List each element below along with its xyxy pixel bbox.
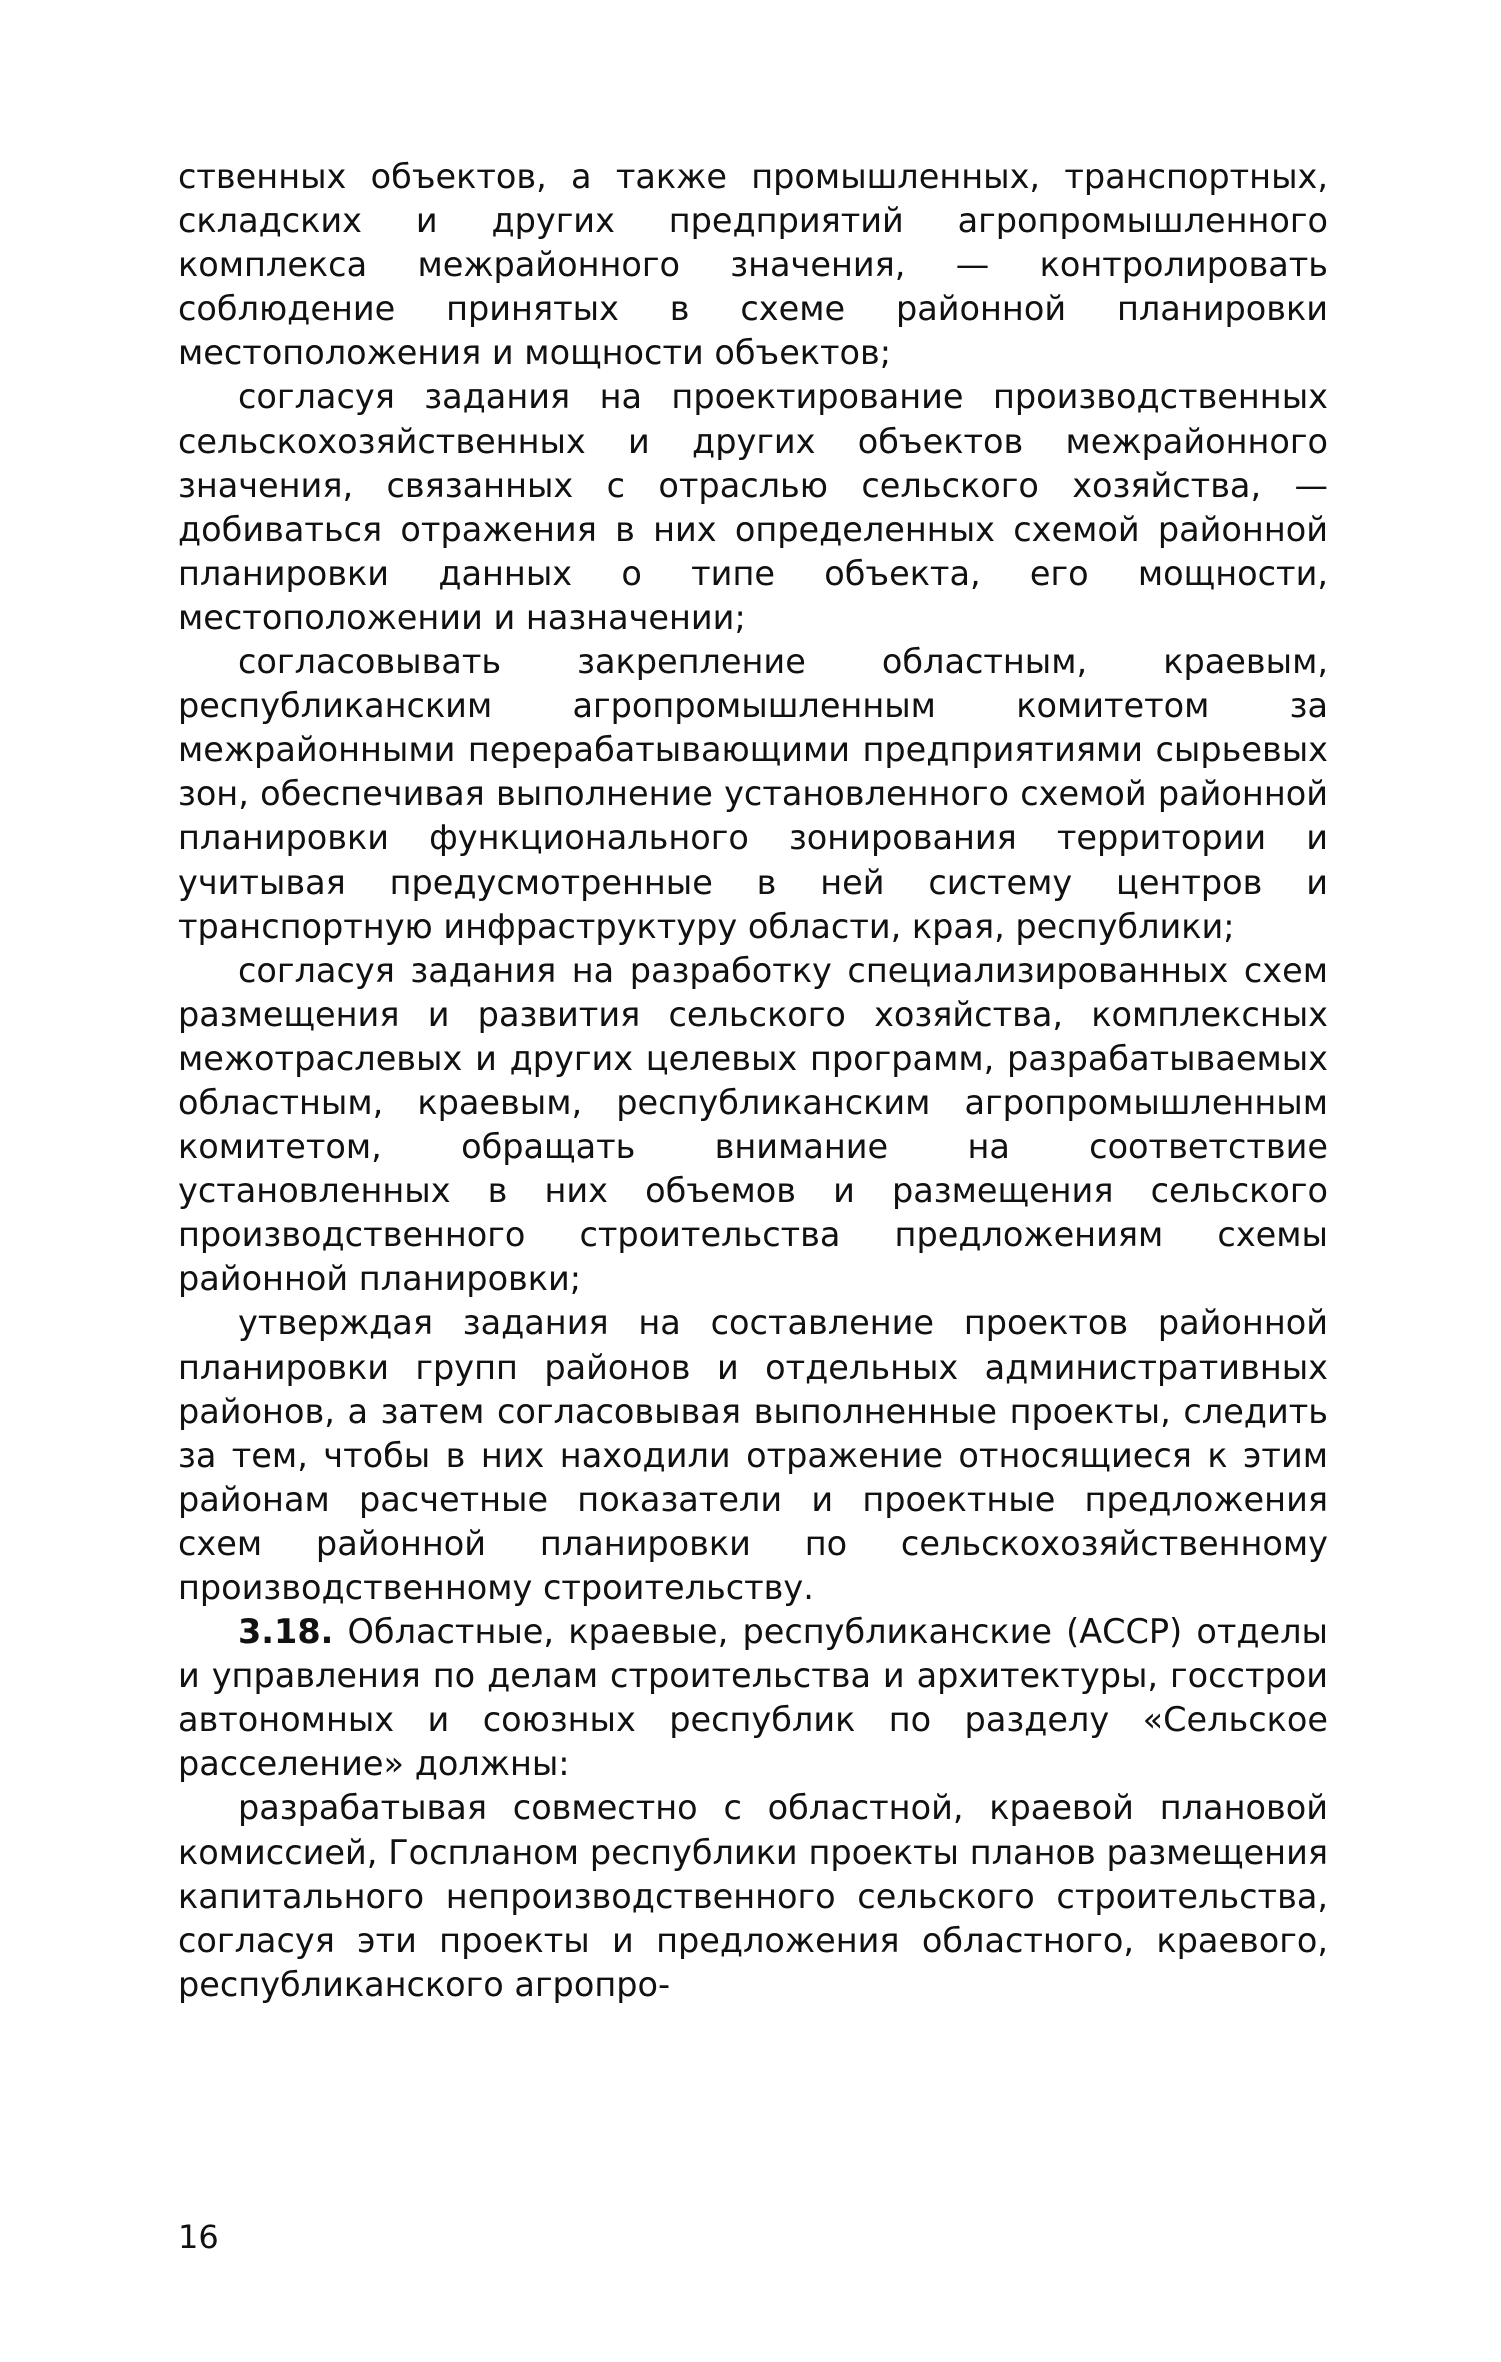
section-text: Областные, краевые, республиканские (АССР) отделы и управления по делам строительства и архитектуры, госстрои автономных и союзных республик по разделу «Сельское расселение» должны:: [178, 1612, 1328, 1784]
page-number: 16: [178, 2218, 219, 2256]
paragraph-specialized-schemes: согласуя задания на разработку специализированных схем размещения и развития сельского хозяйства, комплексных межотраслевых и других целевых программ, разрабатываемых областным, краевым, республиканским агропромышленным комитетом, обращать внимание на соответствие установленных в них объемов и размещения сельского производственного строительства предложениям схемы районной планировки;: [178, 950, 1328, 1299]
paragraph-raw-material-zones: согласовывать закрепление областным, краевым, республиканским агропромышленным комитетом за межрайонными перерабатывающими предприятиями сырьевых зон, обеспечивая выполнение установленного схемой районной планировки функционального зонирования территории и учитывая предусмотренные в ней систему центров и транспортную инфраструктуру области, края, республики;: [178, 642, 1328, 946]
paragraph-district-planning: утверждая задания на составление проектов районной планировки групп районов и отдельных административных районов, а затем согласовывая выполненные проекты, следить за тем, чтобы в них находили отражение относящиеся к этим районам расчетные показатели и проектные предложения схем районной планировки по сельскохозяйственному производственному строительству.: [178, 1303, 1328, 1607]
paragraph-production-objects: согласуя задания на проектирование производственных сельскохозяйственных и других объектов межрайонного значения, связанных с отраслью сельского хозяйства, — добиваться отражения в них определенных схемой районной планировки данных о типе объекта, его мощности, местоположении и назначении;: [178, 377, 1328, 637]
paragraph-continuation: ственных объектов, а также промышленных, транспортных, складских и других предприятий агропромышленного комплекса межрайонного значения, — контролировать соблюдение принятых в схеме районной планировки местоположения и мощности объектов;: [178, 157, 1328, 373]
paragraph-capital-construction: разрабатывая совместно с областной, краевой плановой комиссией, Госпланом республики проекты планов размещения капитального непроизводственного сельского строительства, согласуя эти проекты и предложения областного, краевого, республиканского агропро-: [178, 1788, 1328, 2004]
section-number: 3.18.: [238, 1612, 334, 1652]
paragraph-section-3-18: [178, 1610, 1328, 1786]
body-text: [178, 155, 1328, 2007]
